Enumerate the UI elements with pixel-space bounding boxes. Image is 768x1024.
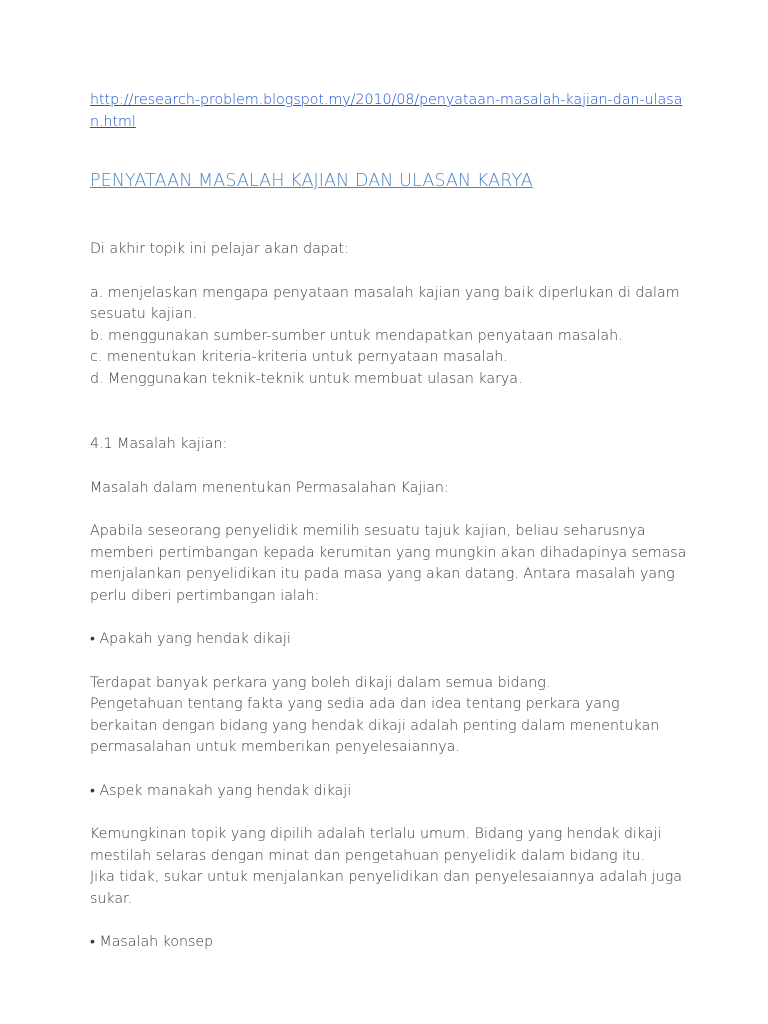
objective-item: a. menjelaskan mengapa penyataan masalah kajian yang baik diperlukan di dalam sesuatu kajian. — [90, 284, 680, 322]
paragraph-line: Pengetahuan tentang fakta yang sedia ada dan idea tentang perkara yang berkaitan dengan bidang yang hendak dikaji adalah penting dalam menentukan permasalahan untuk memberikan penyelesaiannya. — [90, 696, 660, 755]
paragraph-line: Kemungkinan topik yang dipilih adalah terlalu umum. Bidang yang hendak dikaji mestilah selaras dengan minat dan pengetahuan penyelidik dalam bidang itu. — [90, 826, 662, 864]
bullet-heading: • Apakah yang hendak dikaji — [90, 631, 291, 647]
bullet-paragraph — [90, 824, 690, 910]
section-heading: 4.1 Masalah kajian: — [90, 436, 228, 452]
objective-item: d. Menggunakan teknik-teknik untuk membuat ulasan karya. — [90, 370, 523, 387]
bullet-heading: • Masalah konsep — [90, 934, 214, 950]
subheading: Masalah dalam menentukan Permasalahan Kajian: — [90, 479, 449, 496]
document-title: PENYATAAN MASALAH KAJIAN DAN ULASAN KARYA — [90, 171, 533, 191]
paragraph-line: Terdapat banyak perkara yang boleh dikaji dalam semua bidang. — [90, 674, 551, 691]
bullet-paragraph — [90, 673, 690, 759]
document-page — [90, 90, 690, 954]
objectives-list — [90, 283, 690, 391]
intro-text: Di akhir topik ini pelajar akan dapat: — [90, 241, 349, 257]
objective-item: c. menentukan kriteria-kriteria untuk pernyataan masalah. — [90, 349, 508, 365]
objective-item: b. menggunakan sumber-sumber untuk mendapatkan penyataan masalah. — [90, 327, 623, 344]
source-link[interactable]: http://research-problem.blogspot.my/2010/08/penyataan-masalah-kajian-dan-ulasan.html — [90, 92, 683, 130]
paragraph-line: Jika tidak, sukar untuk menjalankan penyelidikan dan penyelesaiannya adalah juga sukar. — [90, 869, 682, 907]
bullet-heading: • Aspek manakah yang hendak dikaji — [90, 782, 352, 799]
intro-paragraph: Apabila seseorang penyelidik memilih sesuatu tajuk kajian, beliau seharusnya memberi pertimbangan kepada kerumitan yang mungkin akan dihadapinya semasa menjalankan penyelidikan itu pada masa yang akan datang. Antara masalah yang perlu diberi pertimbangan ialah: — [90, 523, 687, 604]
